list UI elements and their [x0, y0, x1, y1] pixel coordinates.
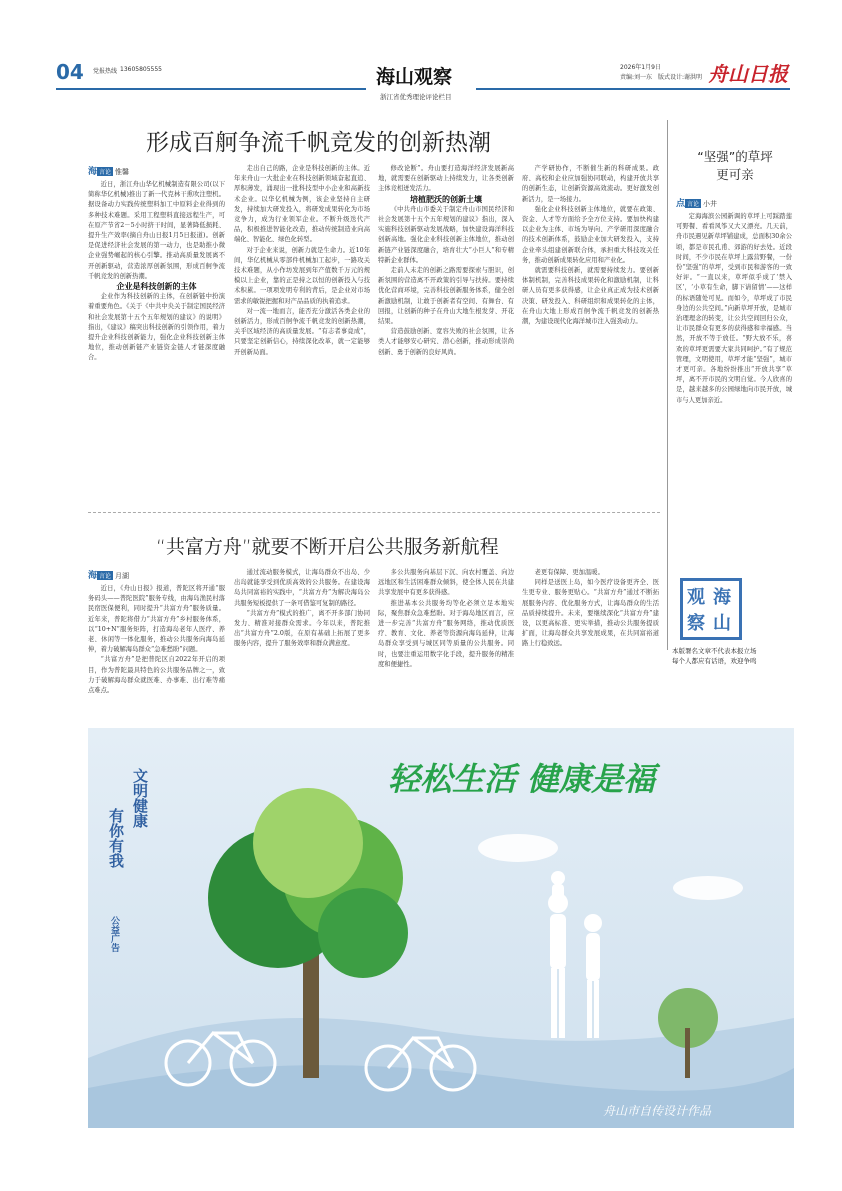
- paragraph: 对一流一地而言，能否充分激活各类企业的创新活力，形成百舸争流千帆竞发的创新热潮，关乎区域经济的高质量发展。“有志者事竟成”，只要坚定创新信心，持续深化改革，就一定能够开创新局面。: [234, 307, 370, 356]
- column-tag: 言论: [687, 201, 700, 208]
- paragraph: 产学研协作，不断催生新的科研成果。政府、高校和企业应加强协同联动，构建开放共享的创新生态，让创新资源高效流动。更好激发创新活力，是一场接力。: [522, 165, 659, 203]
- paragraph: 推进基本公共服务均等化必须立足本地实际，聚焦群众急难愁盼。对于海岛地区而言，应进一步完善“共富方舟”服务网络，推动优质医疗、教育、文化、养老等资源向海岛延伸，让海岛群众享受到与城区同等质量的公共服务。同时，也要注重运用数字化手段，提升服务的精准度和便捷性。: [378, 599, 514, 668]
- editors: 责编:刘一东 版式设计:谢洪明: [620, 74, 703, 81]
- public-service-ad: [88, 728, 794, 1128]
- paragraph: 通过流动服务模式，让海岛群众不出岛、少出岛就能享受到优质高效的公共服务。在建设海岛共同富裕的实践中，“共富方舟”为解决海岛公共服务短板提供了一条可借鉴可复制的路径。: [234, 569, 370, 607]
- article1-title: 形成百舸争流千帆竞发的创新热潮: [146, 130, 491, 156]
- sidebar-body: [676, 212, 792, 562]
- column-tag: 言论: [99, 573, 112, 580]
- seal-char: 观: [687, 587, 705, 608]
- seal-char: 海: [713, 587, 731, 608]
- paragraph: 《中共舟山市委关于制定舟山市国民经济和社会发展第十五个五年规划的建议》指出，深入实施科技创新驱动发展战略，加快建设海洋科技创新高地。强化企业科技创新主体地位，推动创新链产业链深度融合，培育壮大“小巨人”和专精特新企业群体。: [378, 205, 514, 264]
- article1-byline: [88, 164, 129, 177]
- ad-headline: 轻松生活 健康是福: [388, 760, 656, 798]
- author: 惟馨: [115, 168, 130, 176]
- paragraph: 企业作为科技创新的主体，在创新链中扮演着重要角色。《关于《中共中央关于制定国民经济和社会发展第十五个五年规划的建议》的说明》指出，《建议》稿突出科技创新的引领作用，着力提升企业科技创新能力，强化企业科技创新主体地位，推动创新链产业链资金链人才链深度融合。: [88, 293, 225, 362]
- paragraph: 走前人未走的创新之路需要探索与胆识，创新氛围的营造离不开政策的引导与扶持。要持续优化营商环境，完善科技创新服务体系，健全创新激励机制，让敢于创新者有空间、有舞台、有回报，让创新的种子在舟山大地生根发芽、开花结果。: [378, 267, 514, 326]
- article2-column-3: [378, 568, 514, 716]
- page-number: 04: [56, 60, 84, 84]
- seal-char: 山: [713, 613, 731, 634]
- disclaimer-line: 每个人都应有话语，欢迎争鸣: [672, 657, 757, 665]
- column-logo: 海: [88, 571, 98, 581]
- seal-caption: [672, 646, 796, 666]
- hotline-number: 13605805555: [120, 66, 162, 73]
- disclaimer-line: 本版署名文章不代表本报立场: [672, 647, 757, 655]
- paragraph: 多公共服务向基层下沉、向农村覆盖、向边远地区和生活困难群众倾斜，使全体人民在共建共享发展中有更多获得感。: [378, 569, 514, 597]
- subheading: 培植肥沃的创新土壤: [410, 194, 482, 204]
- section-title: 海山观察: [376, 66, 453, 88]
- sidebar-title-line2: 更可亲: [716, 167, 754, 182]
- column-tag: 言论: [99, 169, 112, 176]
- ad-slogan-line2: 有你有我: [107, 808, 125, 868]
- column-divider: [667, 120, 668, 650]
- ad-slogan-line1: 文明健康: [131, 768, 149, 828]
- hotline-label: 党报热线: [93, 68, 118, 75]
- paragraph: 就需要科技创新，就需要持续发力。要创新体制机制，完善科技成果转化和激励机制，让科研人员有更多获得感，让企业真正成为技术创新决策、研发投入、科研组织和成果转化的主体，在舟山大地上形成百舸争流千帆竞发的创新热潮，为建设现代化海洋城市注入强劲动力。: [522, 267, 659, 326]
- paragraph: 修改论断”。舟山要打造海洋经济发展新高地，就需要在创新驱动上持续发力，让各类创新主体竞相迸发活力。: [378, 165, 514, 193]
- article2-column-4: [522, 568, 659, 716]
- article1-column-2: [234, 164, 370, 540]
- article2-byline: [88, 568, 129, 581]
- masthead-rule: [56, 88, 366, 90]
- paragraph: 同样是送医上岛，如今医疗设备更齐全、医生更专业、服务更贴心。“共富方舟”通过不断拓展服务内容、优化服务方式，让海岛群众的生活品质持续提升。未来，要继续深化“共富方舟”建设，以更高标准、更实举措，推动公共服务提质扩面，让海岛群众共享发展成果，在共同富裕道路上行稳致远。: [522, 579, 659, 648]
- paragraph: “共富方舟”模式的推广，离不开多部门协同发力、精准对接群众需求。今年以来，普陀推出“共富方舟”2.0版，在原有基础上拓展了更多服务内容，提升了服务效率和群众满意度。: [234, 609, 370, 648]
- paragraph: 近日，浙江舟山华亿机械制造有限公司(以下简称华亿机械)推出了新一代克林干熏吹注塑机。据设备动力实践传统塑料加工中原料企业得到的多种技术难题。采用工程塑料直接远程生产，可在原产节省2－5小时挤干时间，显著降低损耗、提升生产效率(摘自舟山日报1月5日报道)。创新是促进经济社会发展的第一动力，也是助推小微企业强势崛起的核心引擎。推动高质量发展离不开创新驱动，营造浓厚创新氛围，形成百舸争流千帆竞发的创新热潮。: [88, 181, 225, 280]
- ad-tag: 公益广告: [109, 916, 119, 952]
- paragraph: 走出自己的路，企业是科技创新的主体。近年来舟山一大批企业在科技创新领域奋起直追、厚积薄发，涌现出一批科技型中小企业和高新技术企业。以华亿机械为例，该企业坚持自主研发，持续加大研发投入，将研发成果转化为市场竞争力，成为行业领军企业。不断升级迭代产品，积极推进智能化改造，推动传统制造业向高端化、智能化、绿色化转型。: [234, 165, 370, 244]
- paragraph: 老更有保障、更加温暖。: [534, 569, 604, 576]
- seal-char: 察: [687, 613, 705, 634]
- article2-title: “共富方舟”就要不断开启公共服务新航程: [156, 536, 499, 558]
- paper-logo: 舟山日报: [708, 62, 788, 86]
- paragraph: 定海海滨公园新调的草坪上可踩踏莲可野餐、看看风筝又大又漂亮。几天前，舟市民遇见新草坪铺建成，总面积30余公顷，都是市民孔甫、郊游的好去处。近段时间，不少市民在草坪上露营野餐，一份份“坚强”的草坪，受到市民和游客的一致好评。“一直以来，草坪似乎成了‘禁入区’，‘小草有生命，脚下请留情’——这样的标语随处可见。而如今，草坪成了市民身边的公共空间。”向新草坪开放，是城市治理理念的转变，让公共空间回归公众，让市民群众有更多的获得感和幸福感。当然，开放不等于放任。“野大放不乐，喜欢的草坪更需要大家共同呵护。”有了规范管理，文明使用，草坪才能“坚强”，城市才更可亲。各地纷纷推出“开放共享”草坪，离不开市民的文明自觉。今人欣喜的是，越来越多的公园绿地向市民开放，城市与人更加亲近。: [676, 213, 792, 404]
- paragraph: 对于企业来说，创新力就是生命力。近10年间，华亿机械从零部件机械加工起步，一路攻关技术难题，从小作坊发展到年产值数千万元的规模以上企业，靠的正是持之以恒的创新投入与技术积累。一项项发明专利的背后，是企业对市场需求的敏锐把握和对产品品质的执着追求。: [234, 246, 370, 305]
- article1-column-1: [88, 180, 225, 540]
- sidebar-byline: [676, 196, 717, 209]
- author: 月湖: [115, 572, 130, 580]
- article1-column-4: [522, 164, 659, 540]
- issue-date: 2026年1月9日: [620, 64, 661, 71]
- column-logo: 海: [88, 167, 98, 177]
- paragraph: 近日，《舟山日报》报道，普陀区将开通“服务码头——普陀医院”服务专线，由海岛渔民村落民宿医保便利，同时提升“共富方舟”服务质量。近年来，普陀将借力“共富方舟”乡村服务体系，以“10+N”服务矩阵，打造海岛老年人医疗、养老、休闲等一体化服务，推动公共服务向海岛延伸，着力破解海岛群众“急难愁盼”问题。: [88, 585, 225, 654]
- column-logo: 点: [676, 199, 686, 209]
- article2-column-1: [88, 584, 225, 716]
- sidebar-title: [676, 148, 794, 184]
- author: 小井: [703, 200, 718, 208]
- masthead-rule-right: [476, 88, 790, 90]
- article1-column-3: [378, 164, 514, 540]
- paragraph: 强化企业科技创新主体地位，就要在政策、资金、人才等方面给予全方位支持。要加快构建以企业为主体、市场为导向、产学研用深度融合的技术创新体系，鼓励企业加大研发投入，支持企业牵头组建创新联合体，承担重大科技攻关任务，推动创新成果转化应用和产业化。: [522, 205, 659, 264]
- haishan-observation-seal: [680, 578, 742, 640]
- section-subtitle: 浙江省优秀理论评论栏目: [380, 93, 452, 101]
- subheading: 企业是科技创新的主体: [116, 282, 197, 292]
- ad-credit: 舟山市自传设计作品: [603, 1104, 712, 1118]
- paragraph: “共富方舟”是把普陀区自2022年开启的项目，作为普陀最具特色的公共服务品牌之一，致力于破解海岛群众就医难、办事难、出行难等痛点难点。: [88, 656, 225, 695]
- paragraph: 营造鼓励创新、宽容失败的社会氛围，让各类人才能够安心研究、潜心创新，推动形成崇尚创新、勇于创新的良好风尚。: [378, 328, 514, 356]
- article2-column-2: [234, 568, 370, 716]
- section-divider: [88, 512, 660, 513]
- sidebar-title-line1: “坚强”的草坪: [697, 149, 773, 164]
